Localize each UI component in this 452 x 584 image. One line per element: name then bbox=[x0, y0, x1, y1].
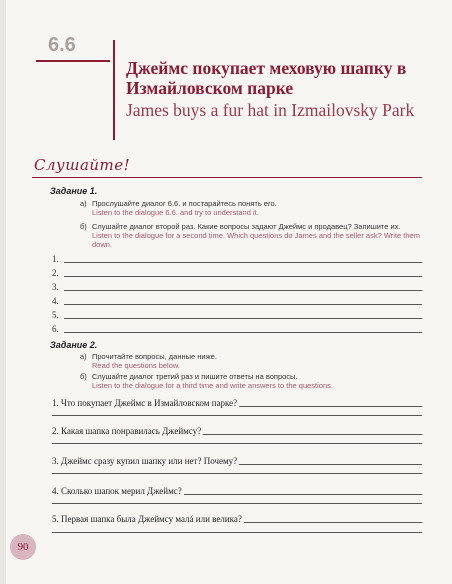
answer-line-1[interactable] bbox=[52, 252, 422, 264]
lesson-title-russian: Джеймс покупает меховую шапку в Измайловском парке bbox=[126, 58, 407, 98]
answer-number: 3. bbox=[52, 282, 59, 292]
instruction-ru: Слушайте диалог второй раз. Какие вопросы задают Джеймс и продавец? Запишите их. bbox=[92, 222, 401, 231]
instruction-ru: Слушайте диалог третий раз и пишите ответы на вопросы. bbox=[92, 372, 298, 381]
answer-number: 1. bbox=[52, 254, 59, 264]
question-text: 5. Первая шапка была Джеймсу малá или велика? bbox=[52, 514, 242, 524]
question-1[interactable] bbox=[52, 396, 422, 408]
item-label: а) bbox=[80, 199, 87, 208]
question-text: 3. Джеймс сразу купил шапку или нет? Почему? bbox=[52, 456, 238, 466]
item-label: а) bbox=[80, 352, 87, 361]
question-text: 4. Сколько шапок мерил Джеймс? bbox=[52, 486, 182, 496]
task1-item-a bbox=[80, 199, 420, 217]
instruction-ru: Прослушайте диалог 6.6. и постарайтесь понять его. bbox=[92, 199, 277, 208]
question-1-answer-line[interactable] bbox=[52, 415, 422, 416]
task2-heading: Задание 2. bbox=[50, 340, 98, 350]
page-edge bbox=[0, 0, 6, 584]
question-text: 2. Какая шапка понравилась Джеймсу? bbox=[52, 426, 202, 436]
answer-number: 2. bbox=[52, 268, 59, 278]
instruction-en: Listen to the dialogue 6.6. and try to understand it. bbox=[92, 208, 259, 217]
task1-item-b bbox=[80, 222, 420, 249]
question-5-answer-line[interactable] bbox=[52, 532, 422, 533]
instruction-en: Listen to the dialogue for a third time and write answers to the questions. bbox=[92, 381, 333, 390]
lesson-title-english: James buys a fur hat in Izmailovsky Park bbox=[126, 100, 415, 120]
section-heading: Слушайте! bbox=[34, 156, 131, 174]
question-4-answer-line[interactable] bbox=[52, 503, 422, 504]
instruction-en: Listen to the dialogue for a second time. Which questions do James and the seller ask? Write them down. bbox=[92, 231, 420, 249]
question-5[interactable] bbox=[52, 512, 422, 524]
question-2-answer-line[interactable] bbox=[52, 443, 422, 444]
answer-line-5[interactable] bbox=[52, 308, 422, 320]
item-label: б) bbox=[80, 372, 87, 381]
answer-line-6[interactable] bbox=[52, 322, 422, 334]
question-4[interactable] bbox=[52, 484, 422, 496]
answer-line-3[interactable] bbox=[52, 280, 422, 292]
section-underline bbox=[32, 177, 422, 178]
task2-item-a bbox=[80, 352, 420, 370]
task2-item-b bbox=[80, 372, 420, 390]
header-rule-horizontal bbox=[36, 60, 110, 62]
question-text: 1. Что покупает Джеймс в Измайловском парке? bbox=[52, 398, 238, 408]
task1-heading: Задание 1. bbox=[50, 186, 98, 196]
question-3[interactable] bbox=[52, 454, 422, 466]
instruction-ru: Прочитайте вопросы, данные ниже. bbox=[92, 352, 217, 361]
answer-number: 4. bbox=[52, 296, 59, 306]
page-number-badge: 90 bbox=[10, 534, 36, 560]
item-label: б) bbox=[80, 222, 87, 231]
lesson-number: 6.6 bbox=[48, 34, 76, 56]
header-rule-vertical bbox=[113, 40, 115, 140]
question-3-answer-line[interactable] bbox=[52, 473, 422, 474]
answer-line-4[interactable] bbox=[52, 294, 422, 306]
question-2[interactable] bbox=[52, 424, 422, 436]
answer-line-2[interactable] bbox=[52, 266, 422, 278]
answer-number: 6. bbox=[52, 324, 59, 334]
instruction-en: Read the questions below. bbox=[92, 361, 180, 370]
answer-number: 5. bbox=[52, 310, 59, 320]
